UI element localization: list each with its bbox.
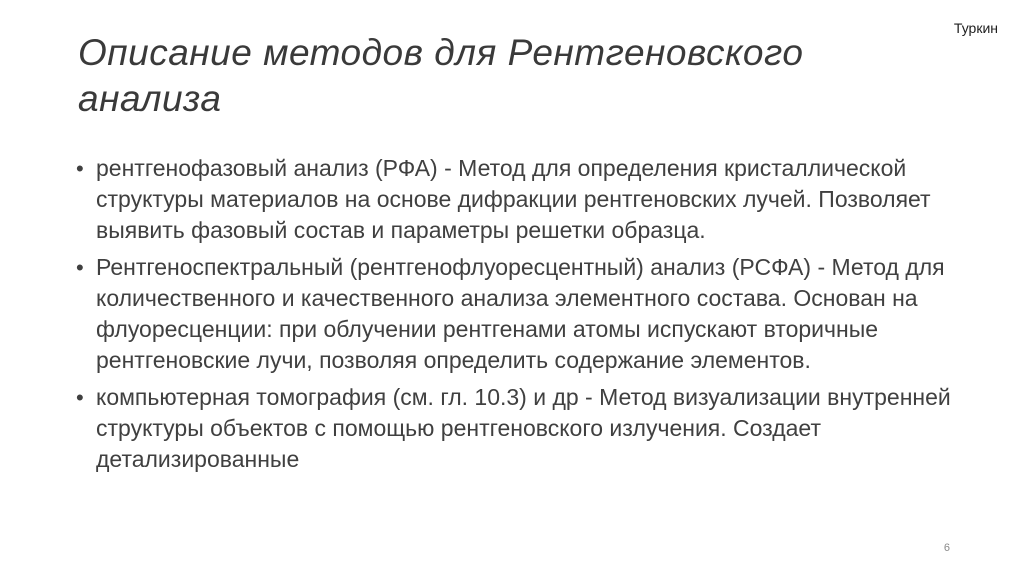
bullet-dot-icon: • [76,255,84,280]
bullet-dot-icon: • [76,156,84,181]
slide-title: Описание методов для Рентгеновского анализа [78,32,804,119]
bullet-text: Рентгеноспектральный (рентгенофлуоресцентный) анализ (РСФА) - Метод для количественного и качественного анализа элементного состава. Основан на флуоресценции: при облучении рентгенами атомы испускают вторичные рентгеновские лучи, позволяя определить содержание элементов. [96,254,945,373]
author-label: Туркин [953,20,998,36]
bullet-text: рентгенофазовый анализ (РФА) - Метод для определения кристаллической структуры материалов на основе дифракции рентгеновских лучей. Позволяет выявить фазовый состав и параметры решетки образца. [96,155,931,243]
bullet-list [76,153,956,481]
page-number: 6 [943,542,950,554]
bullet-item-xrf [76,252,956,376]
bullet-dot-icon: • [76,385,84,410]
bullet-text: компьютерная томография (см. гл. 10.3) и др - Метод визуализации внутренней структуры объектов с помощью рентгеновского излучения. Создает детализированные [96,384,951,472]
bullet-item-ct [76,382,956,475]
bullet-item-xrd [76,153,956,246]
